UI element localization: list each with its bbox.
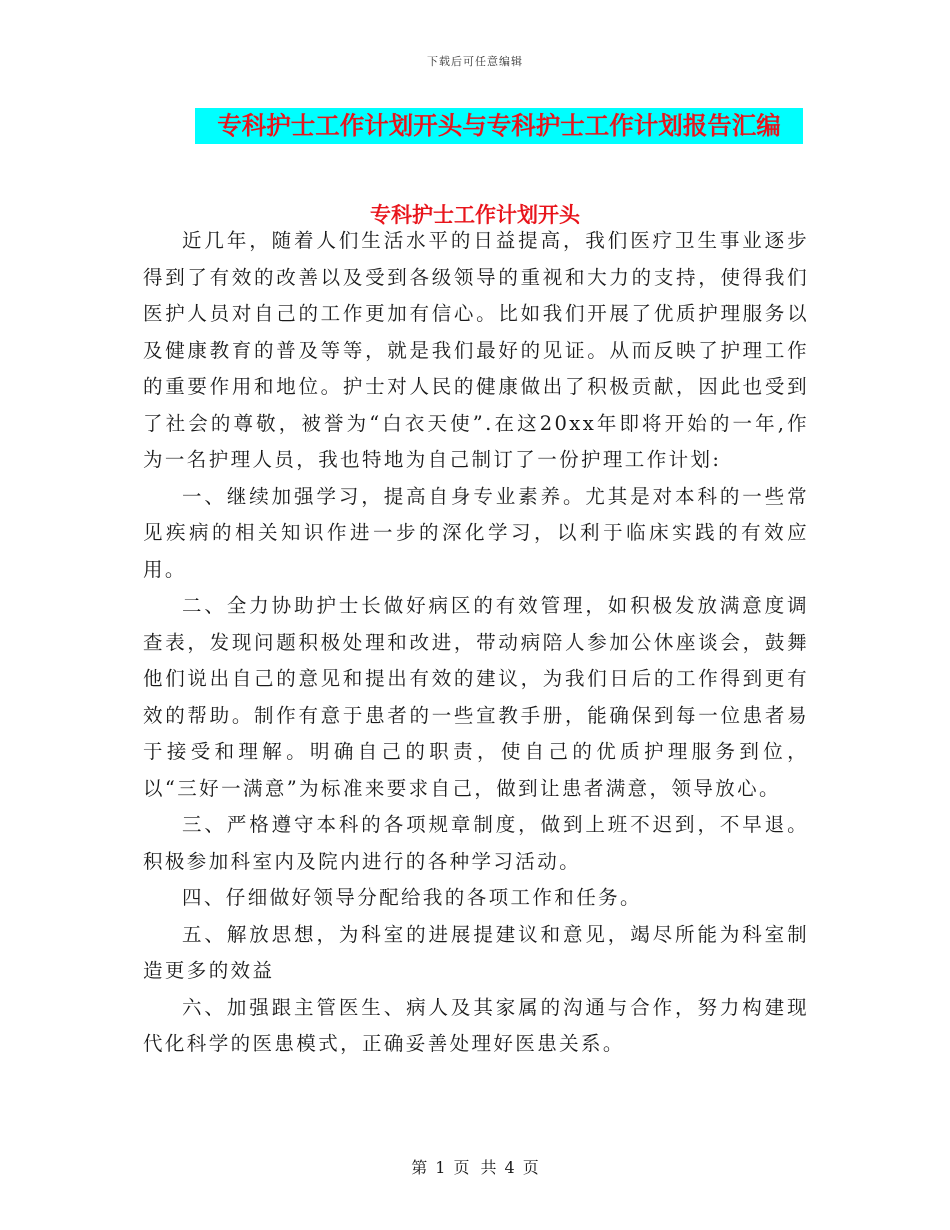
- page-total: 4: [504, 1158, 515, 1177]
- document-title: 专科护士工作计划开头与专科护士工作计划报告汇编: [217, 111, 781, 140]
- page-prefix: 第: [411, 1158, 428, 1177]
- paragraph-item-6: 六、加强跟主管医生、病人及其家属的沟通与合作，努力构建现代化科学的医患模式，正确妥善处理好医患关系。: [143, 995, 809, 1055]
- page-suffix: 页: [522, 1158, 539, 1177]
- page-middle: 页 共: [453, 1158, 497, 1177]
- paragraph-intro: 近几年，随着人们生活水平的日益提高，我们医疗卫生事业逐步得到了有效的改善以及受到各级领导的重视和大力的支持，使得我们医护人员对自己的工作更加有信心。比如我们开展了优质护理服务以及健康教育的普及等等，就是我们最好的见证。从而反映了护理工作的重要作用和地位。护士对人民的健康做出了积极贡献，因此也受到了社会的尊敬，被誉为“白衣天使”.在这20xx年即将开始的一年,作为一名护理人员，我也特地为自己制订了一份护理工作计划:: [143, 229, 809, 471]
- paragraph-item-4: 四、仔细做好领导分配给我的各项工作和任务。: [182, 886, 642, 909]
- paragraph-item-1: 一、继续加强学习，提高自身专业素养。尤其是对本科的一些常见疾病的相关知识作进一步的深化学习，以利于临床实践的有效应用。: [143, 484, 809, 581]
- section-title: 专科护士工作计划开头: [370, 202, 580, 227]
- page-number: 1: [435, 1158, 446, 1177]
- page-footer: [0, 1155, 950, 1178]
- header-note: 下载后可任意编辑: [427, 55, 523, 68]
- document-body: [143, 223, 809, 1063]
- document-title-highlight: [195, 108, 803, 144]
- paragraph-item-2: 二、全力协助护士长做好病区的有效管理，如积极发放满意度调查表，发现问题积极处理和改进，带动病陪人参加公休座谈会，鼓舞他们说出自己的意见和提出有效的建议，为我们日后的工作得到更有效的帮助。制作有意于患者的一些宣教手册，能确保到每一位患者易于接受和理解。明确自己的职责，使自己的优质护理服务到位，以“三好一满意”为标准来要求自己，做到让患者满意，领导放心。: [143, 594, 809, 800]
- paragraph-item-3: 三、严格遵守本科的各项规章制度，做到上班不迟到，不早退。积极参加科室内及院内进行的各种学习活动。: [143, 813, 809, 873]
- paragraph-item-5: 五、解放思想，为科室的进展提建议和意见，竭尽所能为科室制造更多的效益: [143, 922, 809, 982]
